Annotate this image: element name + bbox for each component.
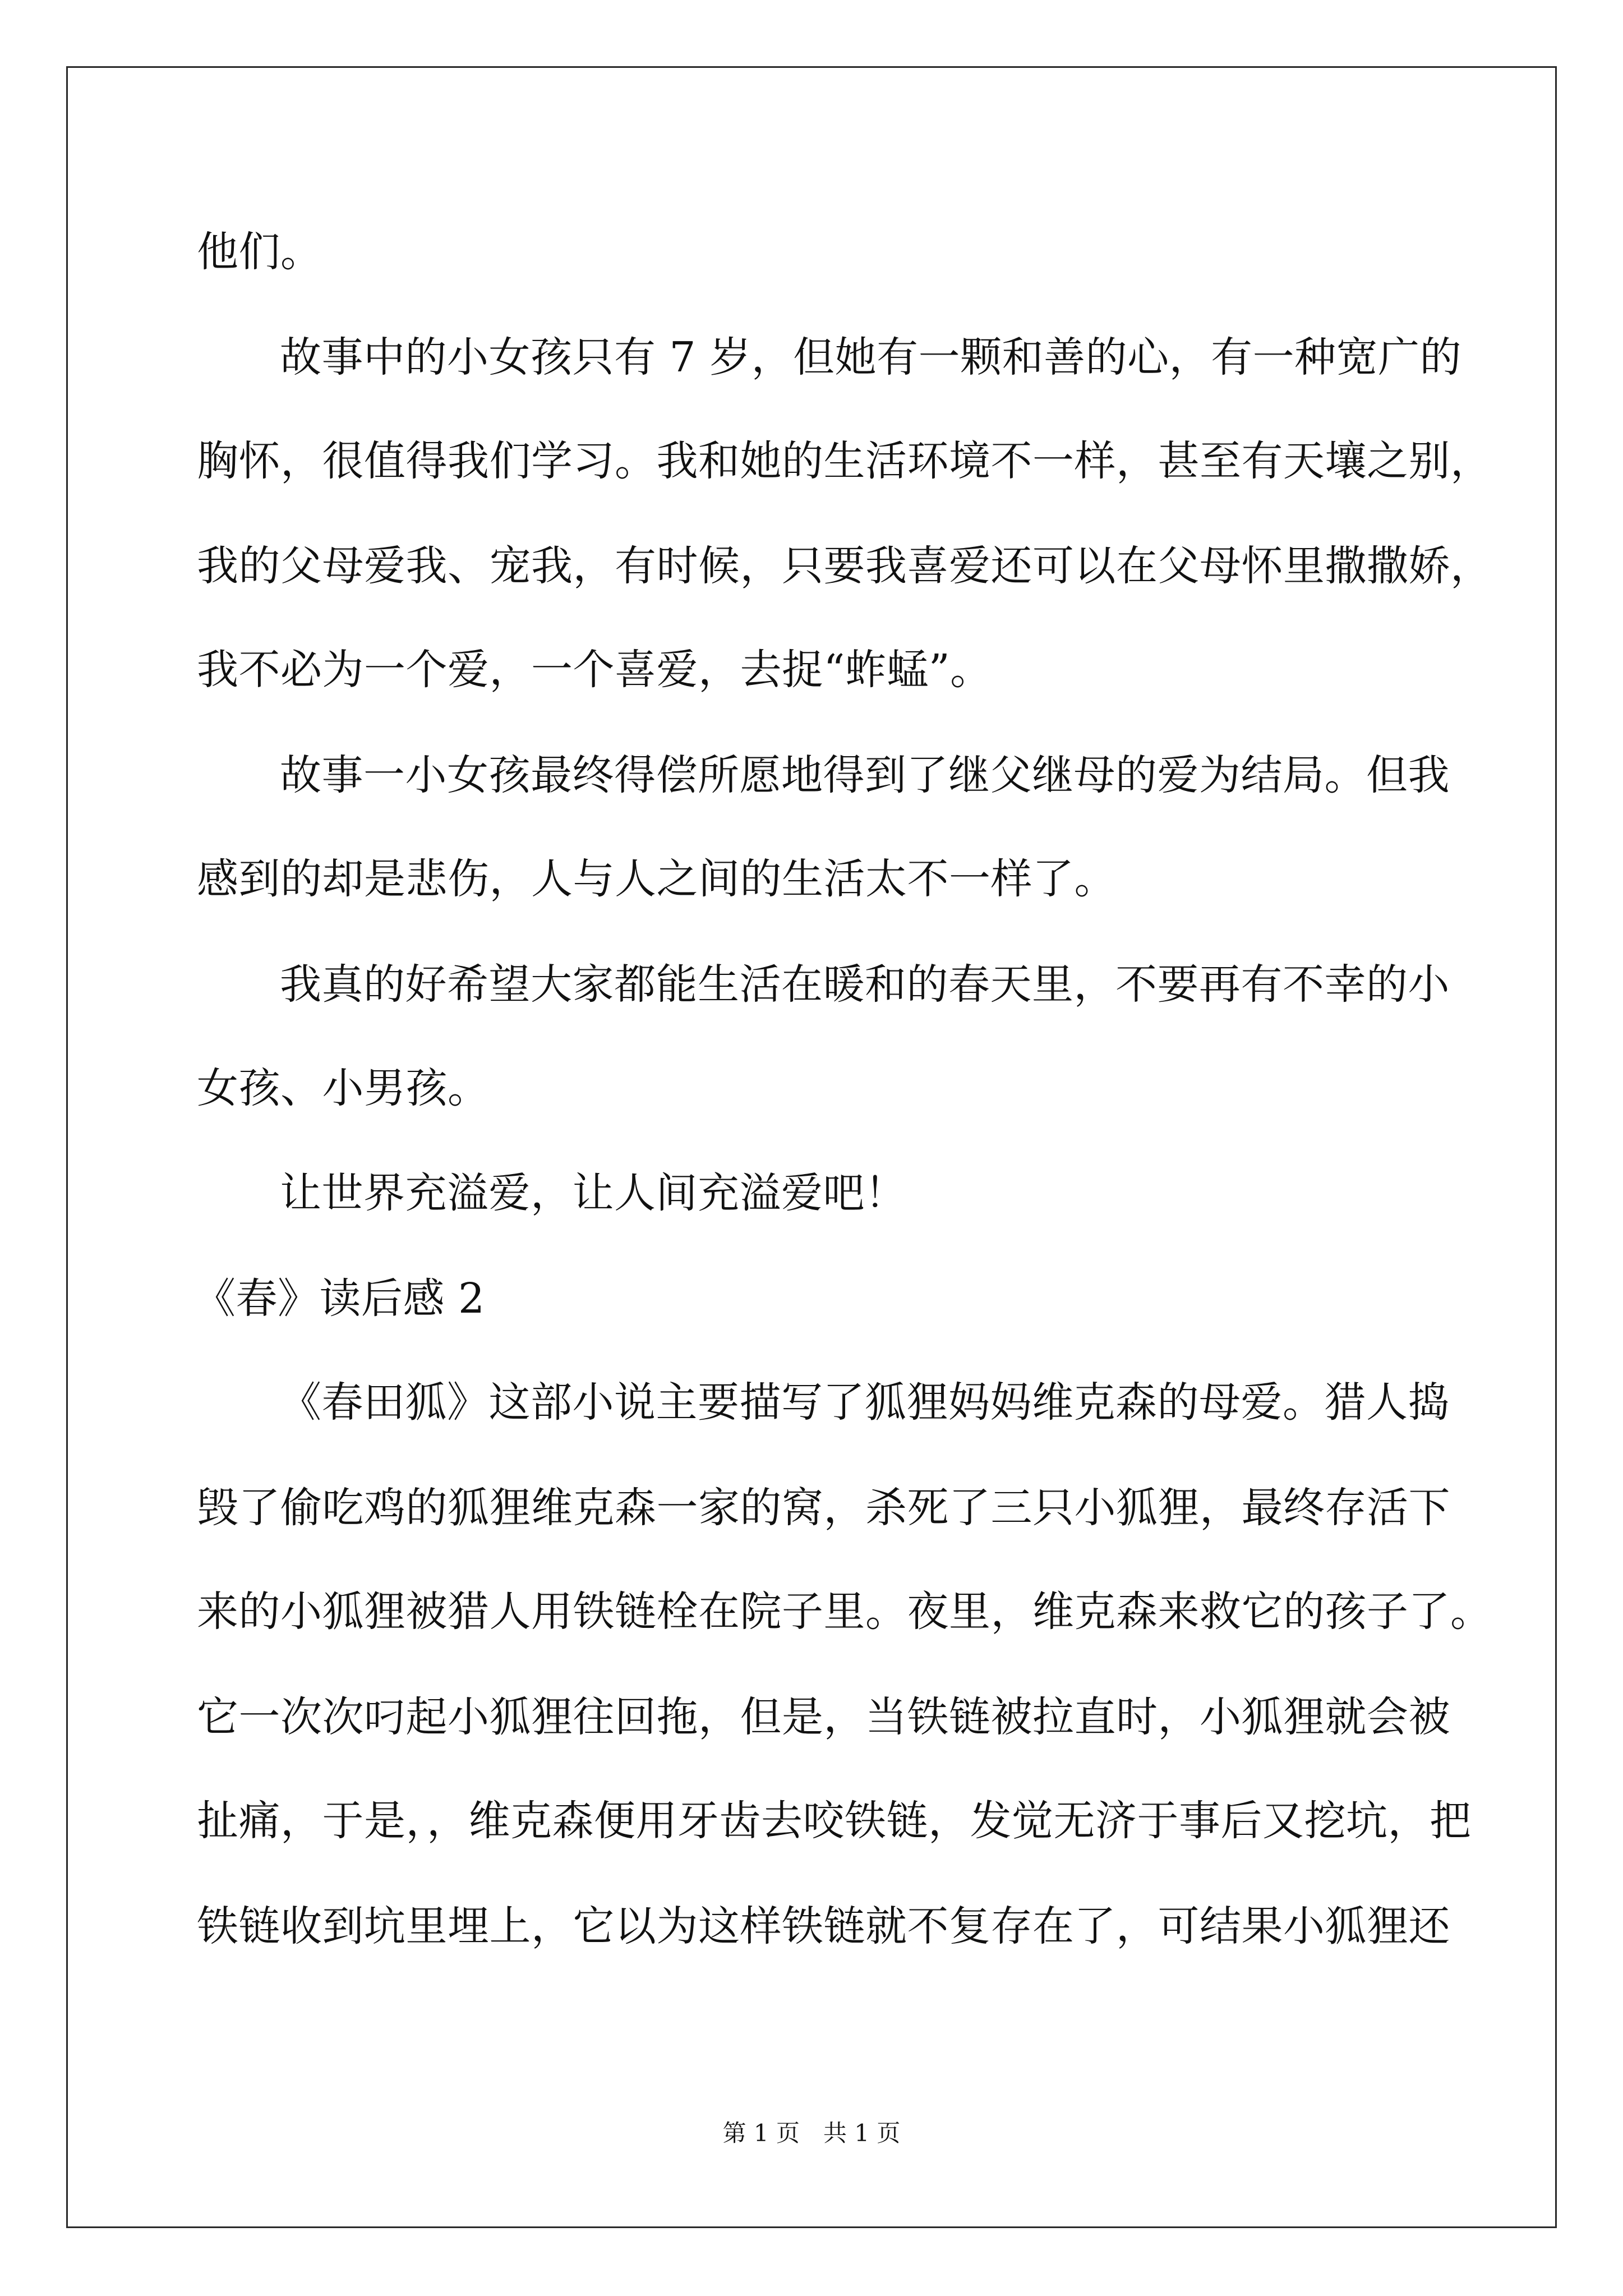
- paragraph-first-line: 故事中的小女孩只有 7 岁，但她有一颗和善的心，有一种宽广的: [280, 333, 1462, 381]
- text-line: 来的小狐狸被猎人用铁链栓在院子里。夜里，维克森来救它的孩子了。: [197, 1588, 1492, 1636]
- paragraph-first-line: 《春田狐》这部小说主要描写了狐狸妈妈维克森的母爱。猎人捣: [280, 1378, 1450, 1427]
- page-footer: 第 1 页 共 1 页: [722, 2119, 901, 2147]
- text-line: 它一次次叼起小狐狸往回拖，但是，当铁链被拉直时，小狐狸就会被: [197, 1693, 1450, 1741]
- paragraph-first-line: 让世界充溢爱，让人间充溢爱吧！: [280, 1169, 907, 1217]
- text-line: 铁链收到坑里埋上，它以为这样铁链就不复存在了，可结果小狐狸还: [197, 1902, 1450, 1950]
- text-line: 我的父母爱我、宠我，有时候，只要我喜爱还可以在父母怀里撒撒娇，: [197, 542, 1492, 590]
- paragraph-first-line: 我真的好希望大家都能生活在暖和的春天里，不要再有不幸的小: [280, 960, 1450, 1009]
- text-line: 女孩、小男孩。: [197, 1064, 490, 1112]
- text-line: 胸怀，很值得我们学习。我和她的生活环境不一样，甚至有天壤之别，: [197, 437, 1492, 485]
- text-line: 毁了偷吃鸡的狐狸维克森一家的窝，杀死了三只小狐狸，最终存活下: [197, 1484, 1450, 1532]
- text-line: 我不必为一个爱，一个喜爱，去捉“蚱蜢”。: [197, 646, 992, 694]
- section-heading: 《春》读后感 2: [194, 1274, 485, 1323]
- text-line: 扯痛，于是，，维克森便用牙齿去咬铁链，发觉无济于事后又挖坑，把: [197, 1797, 1472, 1845]
- text-line: 感到的却是悲伤，人与人之间的生活太不一样了。: [197, 855, 1116, 903]
- paragraph-first-line: 故事一小女孩最终得偿所愿地得到了继父继母的爱为结局。但我: [280, 751, 1450, 799]
- text-line: 他们。: [197, 228, 322, 276]
